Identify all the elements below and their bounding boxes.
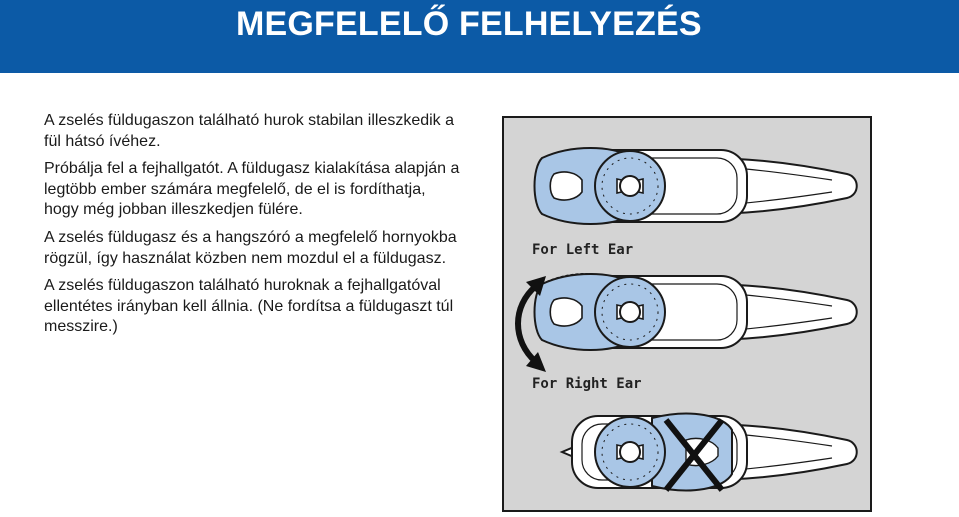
paragraph-1: A zselés füldugaszon található hurok stabilan illeszkedik a fül hátsó ívéhez. bbox=[44, 112, 455, 150]
header-bar bbox=[0, 0, 959, 73]
paragraph-3: A zselés füldugasz és a hangszóró a megfelelő hornyokba rögzül, így használat közben nem mozdul el a füldugasz. bbox=[44, 228, 457, 267]
fitting-diagram bbox=[502, 116, 872, 512]
page-title: MEGFELELŐ FELHELYEZÉS bbox=[236, 5, 702, 43]
instruction-text bbox=[44, 111, 464, 345]
label-left-ear: For Left Ear bbox=[532, 242, 634, 258]
paragraph-2: Próbálja fel a fejhallgatót. A füldugasz kialakítása alapján a legtöbb ember számára megfelelő, de el is fordíthatja, hogy még jobban illeszkedjen fülére. bbox=[44, 160, 460, 219]
diagram-canvas bbox=[502, 116, 872, 512]
paragraph-4: A zselés füldugaszon található huroknak a fejhallgatóval ellentétes irányban kell állnia. (Ne fordítsa a füldugaszt túl messzire.) bbox=[44, 277, 454, 336]
label-right-ear: For Right Ear bbox=[532, 376, 642, 392]
